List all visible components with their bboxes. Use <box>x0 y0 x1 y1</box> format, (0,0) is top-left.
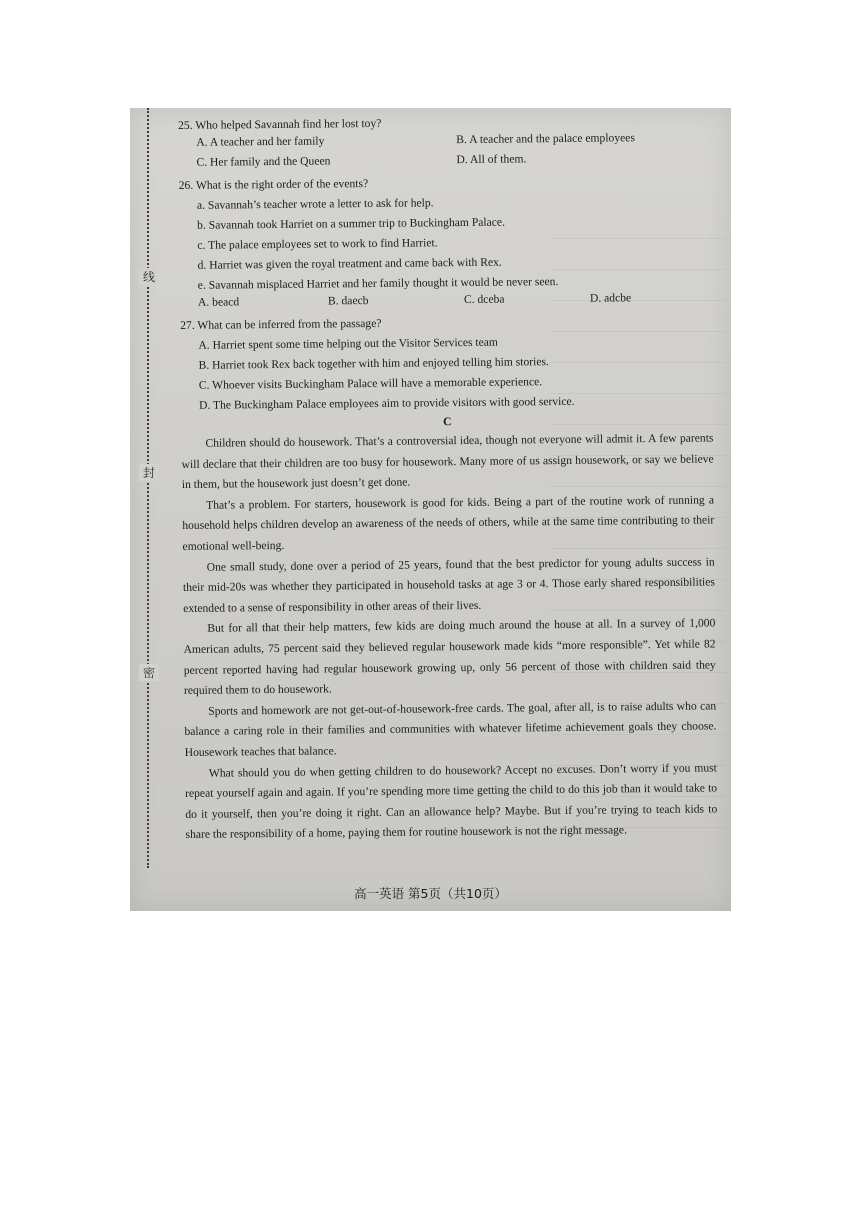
question-stem: 25. Who helped Savannah find her lost toy? <box>178 116 382 132</box>
option-c: C. Whoever visits Buckingham Palace will have a memorable experience. <box>198 375 543 392</box>
scanned-exam-page <box>130 108 731 911</box>
question-stem: 27. What can be inferred from the passage? <box>180 316 382 332</box>
option-a: A. A teacher and her family <box>196 134 325 149</box>
passage-paragraph: What should you do when getting children to do housework? Accept no excuses. Don’t worry if you must repeat yourself again and again. If you’re spending more time getting the child to do this job than it would take to do it yourself, then you’re doing it right. Can an allowance help? Maybe. But if you’re trying to teach kids to share the responsibility of a home, paying them for routine housework is not the right message. <box>185 760 718 842</box>
section-heading: C <box>442 415 452 429</box>
question-25 <box>178 110 711 176</box>
event-item: e. Savannah misplaced Harriet and her family thought it would be never seen. <box>197 275 559 292</box>
passage-paragraph: Sports and homework are not get-out-of-housework-free cards. The goal, after all, is to raise adults who can balance a caring role in their families and communities with whatever lifetime achievement goals they choose. Housework teaches that balance. <box>184 699 717 759</box>
passage-paragraph: One small study, done over a period of 25 years, found that the best predictor for young adults success in their mid-20s was whether they participated in household tasks at age 3 or 4. Those early shared responsibilities extended to a sense of responsibility in other areas of their lives. <box>182 554 715 615</box>
option-a: A. Harriet spent some time helping out the Visitor Services team <box>198 335 498 352</box>
binding-dotted-line <box>147 108 155 868</box>
event-item: d. Harriet was given the royal treatment and came back with Rex. <box>197 255 502 272</box>
seal-mark-middle: 封 <box>139 464 159 481</box>
option-d: D. All of them. <box>456 152 527 167</box>
exam-content <box>178 110 718 845</box>
passage-paragraph: Children should do housework. That’s a controversial idea, though not everyone will admit it. A few parents will declare that their children are too busy for housework. Many more of us assign housework, or say we believe in them, but the housework just doesn’t get done. <box>181 431 714 492</box>
page-footer: 高一英语 第5页（共10页） <box>354 886 507 901</box>
option-b: B. Harriet took Rex back together with him and enjoyed telling him stories. <box>198 355 549 372</box>
option-d: D. The Buckingham Palace employees aim to provide visitors with good service. <box>198 394 575 412</box>
event-item: c. The palace employees set to work to find Harriet. <box>197 236 438 252</box>
event-item: b. Savannah took Harriet on a summer trip to Buckingham Palace. <box>197 215 506 232</box>
option-d: D. adcbe <box>589 291 632 305</box>
question-27 <box>180 310 713 416</box>
question-stem: 26. What is the right order of the events? <box>178 177 369 192</box>
event-item: a. Savannah’s teacher wrote a letter to ask for help. <box>196 196 434 212</box>
passage-paragraph: That’s a problem. For starters, housework is good for kids. Being a part of the routine work of running a household helps children develop an awareness of the needs of others, while at the same time contributing to their emotional well-being. <box>182 493 715 553</box>
option-c: C. Her family and the Queen <box>196 154 331 169</box>
seal-mark-top: 线 <box>139 268 159 285</box>
passage-paragraph: But for all that their help matters, few kids are doing much around the house at all. In a survey of 1,000 American adults, 75 percent said they believed regular housework made kids “more responsible”. Yet while 82 percent reported having had regular housework growing up, only 56 percent of those with children said they required them to do housework. <box>183 616 716 698</box>
passage-c <box>181 428 717 845</box>
option-c: C. dceba <box>463 292 505 307</box>
question-26 <box>179 170 712 316</box>
option-b: B. A teacher and the palace employees <box>456 131 635 147</box>
option-b: B. daecb <box>327 294 369 308</box>
option-a: A. beacd <box>197 295 240 309</box>
seal-mark-bottom: 密 <box>139 664 159 681</box>
